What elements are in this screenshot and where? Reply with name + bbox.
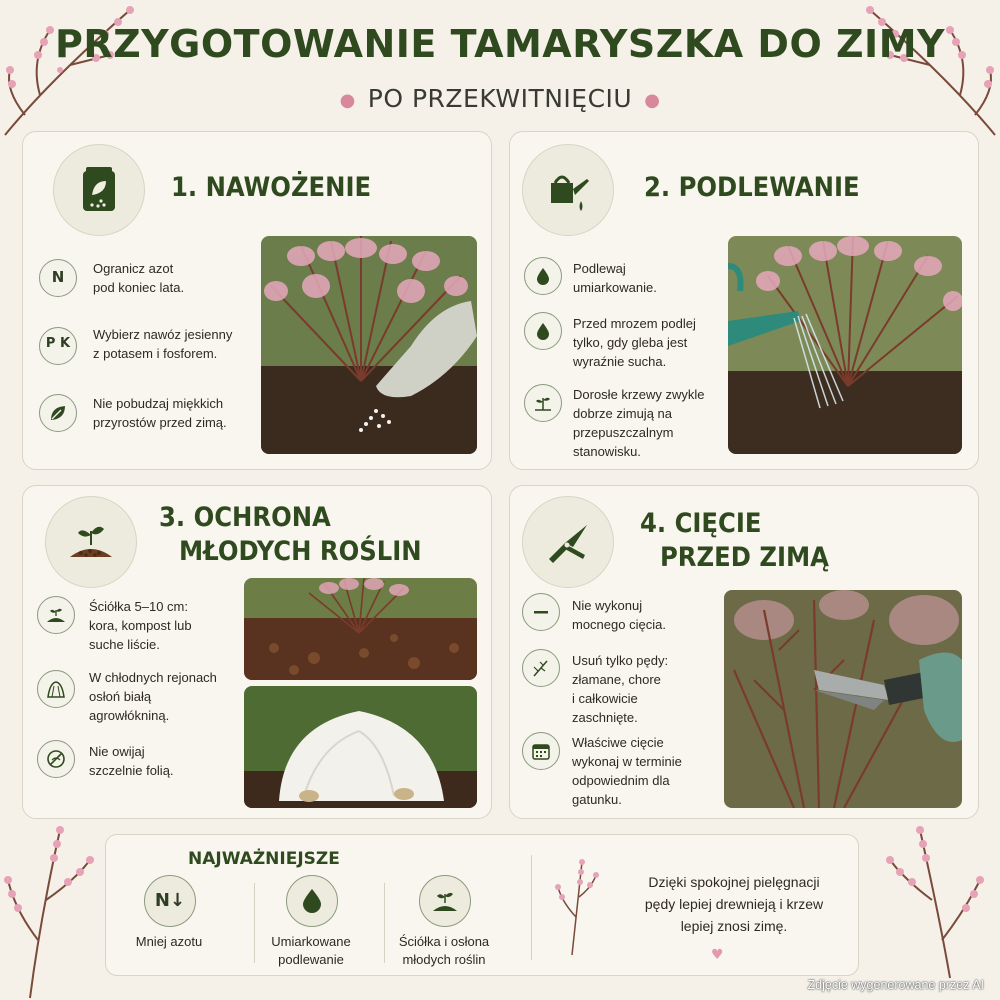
summary-text: Dzięki spokojnej pielęgnacji pędy lepiej drewnieją i krzew lepiej znosi zimę. <box>644 874 824 934</box>
summary-panel <box>105 834 859 976</box>
heart-icon: ♥ <box>711 947 724 963</box>
fleece-icon <box>37 670 75 708</box>
item-text: Dorosłe krzewy zwykle dobrze zimują na przepuszczalnym stanowisku. <box>573 387 705 459</box>
summary-title: NAJWAŻNIEJSZE <box>188 849 340 869</box>
divider <box>531 855 532 960</box>
item-text: Nie wykonuj mocnego cięcia. <box>572 598 666 632</box>
fertilizer-bag-icon <box>53 144 145 236</box>
watering-photo <box>728 236 962 454</box>
item-text: W chłodnych rejonach osłoń białą agrowłókniną. <box>89 670 217 723</box>
ai-watermark: Zdjęcie wygenerowane przez AI <box>807 978 984 992</box>
item-text: Ogranicz azot pod koniec lata. <box>93 261 185 295</box>
calendar-icon <box>522 732 560 770</box>
card-pruning <box>509 485 979 819</box>
bullet-dot: ● <box>339 89 356 111</box>
water-drop-icon <box>524 312 562 350</box>
tamarisk-branch-top-right <box>860 0 1000 140</box>
summary-label: Ściółka i osłona młodych roślin <box>398 934 490 967</box>
summary-label: Mniej azotu <box>135 934 203 949</box>
item-text: Usuń tylko pędy: złamane, chore i całkowicie zaschnięte. <box>572 653 669 725</box>
item-text: Ściółka 5–10 cm: kora, kompost lub suche liście. <box>89 599 192 652</box>
card-title-line2: MŁODYCH ROŚLIN <box>179 536 422 567</box>
less-nitrogen-icon: N↓ <box>144 875 196 927</box>
minus-icon <box>522 593 560 631</box>
card-title: 2. PODLEWANIE <box>644 172 860 203</box>
mulch-sprout-icon <box>419 875 471 927</box>
plant-icon <box>524 384 562 422</box>
mulch-icon <box>37 596 75 634</box>
item-text: Właściwe cięcie wykonaj w terminie odpowiednim dla gatunku. <box>572 735 682 807</box>
pruning-shears-icon <box>522 496 614 588</box>
tamarisk-sprig <box>552 857 602 957</box>
subtitle-text: PO PRZEKWITNIĘCIU <box>367 84 633 113</box>
bullet-dot: ● <box>644 89 661 111</box>
item-text: Nie pobudzaj miękkich przyrostów przed zimą. <box>93 396 227 430</box>
card-fertilizing <box>22 131 492 470</box>
card-title-line2: PRZED ZIMĄ <box>660 542 829 573</box>
pk-icon: P K <box>39 327 77 365</box>
fleece-photo <box>244 686 477 808</box>
tamarisk-branch-bottom-left <box>0 820 100 1000</box>
card-watering <box>509 131 979 470</box>
fertilizing-photo <box>261 236 477 454</box>
pruning-photo <box>724 590 962 808</box>
mulch-sprout-icon <box>45 496 137 588</box>
water-drop-icon <box>524 257 562 295</box>
watering-can-icon <box>522 144 614 236</box>
page-subtitle <box>0 84 1000 113</box>
summary-label: Umiarkowane podlewanie <box>271 934 351 967</box>
branch-icon <box>522 649 560 687</box>
tamarisk-branch-bottom-right <box>880 820 1000 980</box>
mulch-photo <box>244 578 477 680</box>
item-text: Nie owijaj szczelnie folią. <box>89 744 174 778</box>
item-text: Wybierz nawóz jesienny z potasem i fosforem. <box>93 327 233 361</box>
no-wrap-icon <box>37 740 75 778</box>
tamarisk-branch-top-left <box>0 0 140 140</box>
item-text: Przed mrozem podlej tylko, gdy gleba jest wyraźnie sucha. <box>573 316 696 369</box>
nitrogen-icon: N <box>39 259 77 297</box>
card-title: 1. NAWOŻENIE <box>171 172 372 203</box>
card-title-line1: 4. CIĘCIE <box>640 508 762 539</box>
card-protection <box>22 485 492 819</box>
water-drop-icon <box>286 875 338 927</box>
leaf-icon <box>39 394 77 432</box>
item-text: Podlewaj umiarkowanie. <box>573 261 657 295</box>
card-title-line1: 3. OCHRONA <box>159 502 331 533</box>
page-title: PRZYGOTOWANIE TAMARYSZKA DO ZIMY <box>54 22 946 66</box>
